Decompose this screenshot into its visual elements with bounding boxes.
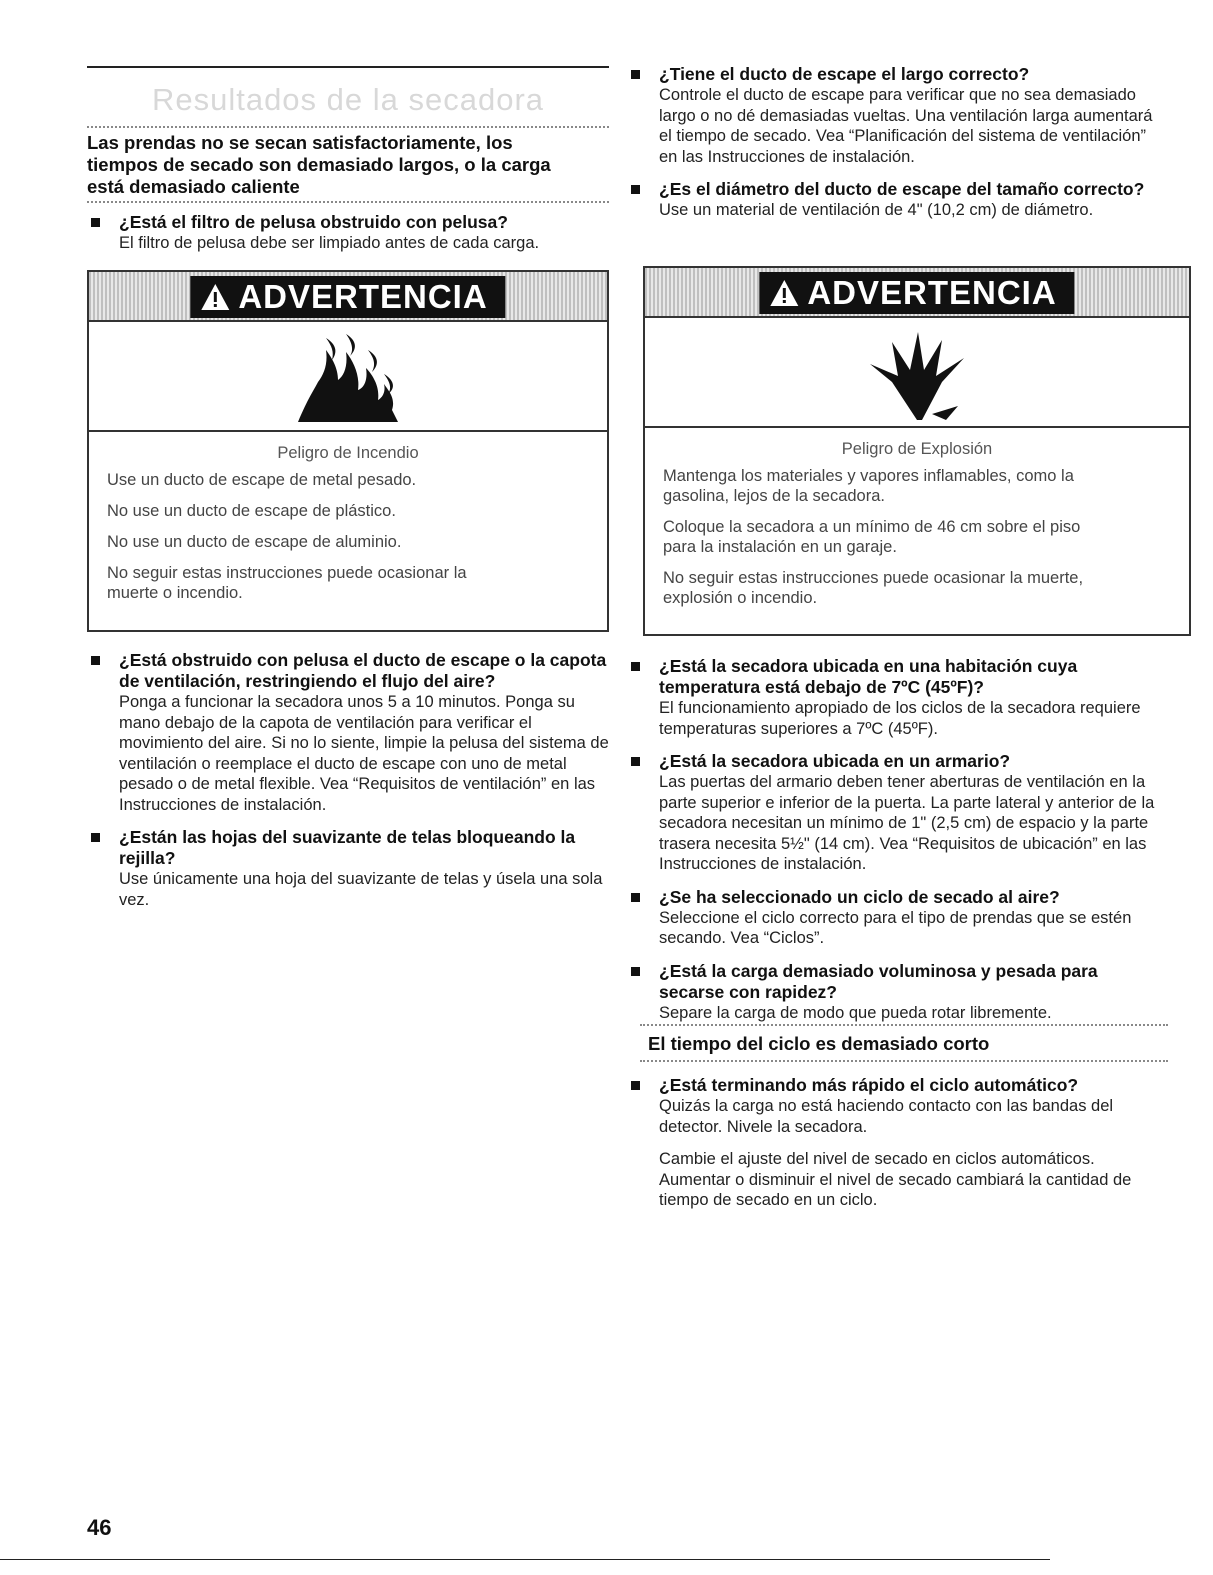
divider <box>87 201 609 203</box>
bullet-icon <box>91 218 100 227</box>
left-items-top <box>87 212 609 254</box>
warning-line: Use un ducto de escape de metal pesado. <box>107 471 417 489</box>
warning-header <box>89 272 607 322</box>
bullet-icon <box>631 757 640 766</box>
warning-box-fire <box>87 270 609 632</box>
hazard-title: Peligro de Explosión <box>841 440 993 458</box>
warning-label <box>190 276 505 318</box>
warning-line: No use un ducto de escape de aluminio. <box>107 533 402 551</box>
warning-pictogram-area <box>89 322 607 432</box>
question-text: ¿Está el filtro de pelusa obstruido con pelusa? <box>119 212 508 232</box>
question-item <box>627 64 1167 167</box>
warning-label-text: ADVERTENCIA <box>238 278 488 315</box>
question-text: ¿Está terminando más rápido el ciclo automático? <box>659 1075 1079 1095</box>
question-text: ¿Se ha seleccionado un ciclo de secado al aire? <box>659 886 1060 907</box>
right-heading-2: El tiempo del ciclo es demasiado corto <box>648 1033 990 1054</box>
answer-text: El filtro de pelusa debe ser limpiado antes de cada carga. <box>119 234 540 252</box>
question-text: ¿Está la carga demasiado voluminosa y pesada para secarse con rapidez? <box>659 960 1098 1002</box>
left-items-bottom <box>87 650 609 910</box>
bullet-icon <box>631 662 640 671</box>
right-items-top <box>627 64 1167 221</box>
warning-line: No seguir estas instrucciones puede ocasionar la muerte o incendio. <box>107 564 467 602</box>
question-text: ¿Es el diámetro del ducto de escape del tamaño correcto? <box>659 179 1145 199</box>
warning-box-explosion <box>643 266 1191 636</box>
bullet-icon <box>631 1081 640 1090</box>
fire-icon <box>288 328 408 426</box>
question-item <box>627 1075 1167 1211</box>
top-rule <box>87 66 609 68</box>
warning-line: No use un ducto de escape de plástico. <box>107 502 396 520</box>
answer-text: Separe la carga de modo que pueda rotar libremente. <box>659 1003 1052 1022</box>
section-title: Resultados de la secadora <box>151 82 545 117</box>
bullet-icon <box>631 185 640 194</box>
answer-text: Seleccione el ciclo correcto para el tipo de prendas que se estén secando. Vea “Ciclos”. <box>659 908 1132 947</box>
question-item <box>627 887 1167 949</box>
question-text: ¿Está la secadora ubicada en una habitación cuya temperatura está debajo de 7ºC (45ºF)? <box>659 656 1078 697</box>
divider <box>640 1024 1168 1026</box>
warning-line: Coloque la secadora a un mínimo de 46 cm sobre el piso para la instalación en un garaje. <box>663 518 1081 556</box>
page-number: 46 <box>87 1515 112 1540</box>
warning-body <box>89 432 607 622</box>
bullet-icon <box>91 656 100 665</box>
bullet-icon <box>91 833 100 842</box>
answer-text: Use un material de ventilación de 4" (10,2 cm) de diámetro. <box>659 201 1094 219</box>
answer-text: Use únicamente una hoja del suavizante de telas y úsela una sola vez. <box>119 870 603 909</box>
warning-pictogram-area <box>645 318 1189 428</box>
answer-text: El funcionamiento apropiado de los ciclos de la secadora requiere temperaturas superiores a 7ºC (45ºF). <box>659 699 1141 738</box>
warning-line: Mantenga los materiales y vapores inflamables, como la gasolina, lejos de la secadora. <box>663 467 1074 505</box>
warning-body <box>645 428 1189 627</box>
left-heading: Las prendas no se secan satisfactoriamente, los tiempos de secado son demasiado largos, o la carga está demasiado caliente <box>87 132 551 197</box>
question-item <box>87 827 609 910</box>
question-item <box>87 212 609 254</box>
question-text: ¿Está obstruido con pelusa el ducto de escape o la capota de ventilación, restringiendo el flujo del aire? <box>119 650 607 691</box>
answer-text: Las puertas del armario deben tener aberturas de ventilación en la parte superior e inferior de la puerta. La parte lateral y anterior de la secadora necesitan un mínimo de 1" (2,5 cm) de espacio y la parte trasera necesita 5½" (14 cm). Vea “Requisitos de ubicación” en las Instrucciones de instalación. <box>659 773 1155 873</box>
answer-text: Ponga a funcionar la secadora unos 5 a 10 minutos. Ponga su mano debajo de la capota de ventilación para verificar el movimiento del aire. Si no lo siente, limpie la pelusa del sistema de ventilación o reemplace el ducto de escape con uno de metal pesado o de metal flexible. Vea “Requisitos de ventilación” en las Instrucciones de instalación. <box>119 693 609 814</box>
question-text: ¿Está la secadora ubicada en un armario? <box>659 751 1011 771</box>
warning-triangle-icon <box>200 283 230 311</box>
warning-label-text: ADVERTENCIA <box>807 274 1057 311</box>
question-item <box>87 650 609 815</box>
explosion-icon <box>862 324 972 422</box>
right-items-bottom <box>627 656 1167 1023</box>
warning-header <box>645 268 1189 318</box>
warning-line: No seguir estas instrucciones puede ocasionar la muerte, explosión o incendio. <box>663 569 1084 607</box>
divider <box>87 126 609 128</box>
hazard-title: Peligro de Incendio <box>277 444 419 462</box>
question-item <box>627 961 1167 1024</box>
answer-text: Cambie el ajuste del nivel de secado en ciclos automáticos. Aumentar o disminuir el nivel de secado cambiará la cantidad de tiempo de secado en un ciclo. <box>659 1150 1132 1209</box>
warning-triangle-icon <box>769 279 799 307</box>
bullet-icon <box>631 893 640 902</box>
question-text: ¿Están las hojas del suavizante de telas bloqueando la rejilla? <box>119 827 576 868</box>
warning-label <box>759 272 1074 314</box>
question-item <box>627 179 1167 221</box>
question-item <box>627 656 1167 739</box>
bullet-icon <box>631 70 640 79</box>
question-text: ¿Tiene el ducto de escape el largo correcto? <box>659 64 1030 84</box>
right-items-last <box>627 1075 1167 1211</box>
answer-text: Quizás la carga no está haciendo contacto con las bandas del detector. Nivele la secadora. <box>659 1097 1114 1136</box>
bottom-rule <box>0 1559 1050 1560</box>
divider <box>640 1060 1168 1062</box>
question-item <box>627 751 1167 875</box>
answer-text: Controle el ducto de escape para verificar que no sea demasiado largo o no dé demasiadas vueltas. Una ventilación larga aumentará el tiempo de secado. Vea “Planificación del sistema de ventilación” en las Instrucciones de instalación. <box>659 86 1153 166</box>
bullet-icon <box>631 967 640 976</box>
